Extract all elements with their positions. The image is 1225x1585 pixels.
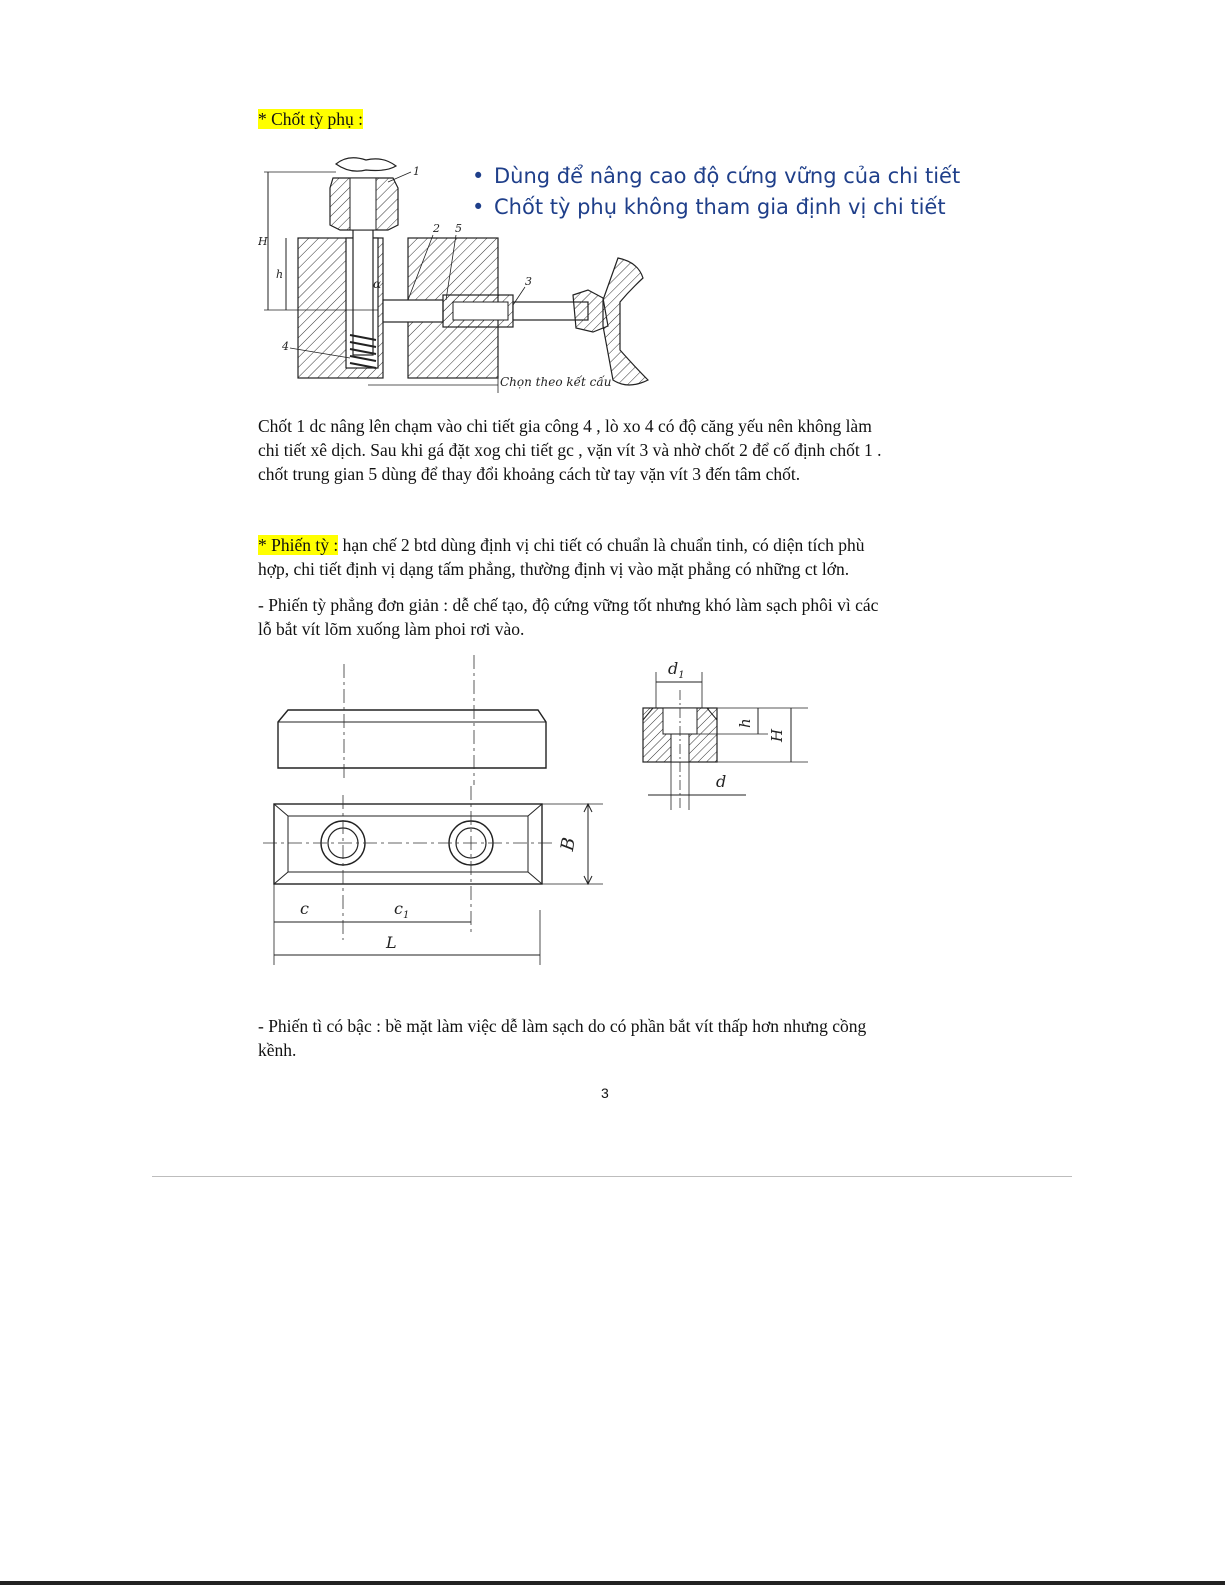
figure-caption: Chọn theo kết cấu <box>500 375 612 389</box>
flat-plate-paragraph <box>258 593 878 641</box>
bullet-dot-icon: • <box>472 164 485 188</box>
paragraph-line: lỗ bắt vít lõm xuống làm phoi rơi vào. <box>258 619 525 639</box>
pin-description-paragraph <box>258 414 882 486</box>
bullet-1-text: Dùng để nâng cao độ cứng vững của chi tiết <box>494 164 961 188</box>
paragraph-line: chi tiết xê dịch. Sau khi gá đặt xog chi tiết gc , vặn vít 3 và nhờ chốt 2 để cố định chốt 1 . <box>258 440 882 460</box>
bullet-dot-icon: • <box>472 195 485 219</box>
label-2: 2 <box>433 222 440 235</box>
label-H: H <box>258 235 268 248</box>
label-L: L <box>386 933 397 952</box>
heading-text: * Chốt tỳ phụ : <box>258 109 364 129</box>
label-d: d <box>716 772 727 791</box>
label-3: 3 <box>525 275 532 288</box>
stepped-plate-paragraph <box>258 1014 866 1062</box>
paragraph-line: Chốt 1 dc nâng lên chạm vào chi tiết gia công 4 , lò xo 4 có độ căng yếu nên không làm <box>258 416 872 436</box>
section-heading-support-plate <box>258 533 865 581</box>
intro-line-2: hợp, chi tiết định vị dạng tấm phẳng, thường định vị vào mặt phẳng có những ct lớn. <box>258 559 850 579</box>
paragraph-line: - Phiến tỳ phẳng đơn giản : dễ chế tạo, độ cứng vững tốt nhưng khó làm sạch phôi vì các <box>258 595 879 615</box>
paragraph-line: - Phiến tì có bậc : bề mặt làm việc dễ làm sạch do có phần bắt vít thấp hơn nhưng cồng <box>258 1016 867 1036</box>
label-1: 1 <box>413 165 420 178</box>
intro-text: hạn chế 2 btd dùng định vị chi tiết có chuẩn là chuẩn tinh, có diện tích phù <box>338 535 865 555</box>
page-separator <box>152 1176 1072 1177</box>
label-c1: $c_1$ <box>394 899 410 921</box>
label-d1: $d_1$ <box>668 659 685 681</box>
heading-text: * Phiến tỳ : <box>258 535 339 555</box>
page-number: 3 <box>601 1085 609 1101</box>
label-plate-h: h <box>736 718 754 728</box>
bullet-2-text: Chốt tỳ phụ không tham gia định vị chi tiết <box>494 195 946 219</box>
label-plate-H: H <box>768 728 786 742</box>
flat-plate-diagram <box>258 650 818 970</box>
paragraph-line: chốt trung gian 5 dùng để thay đổi khoảng cách từ tay vặn vít 3 đến tâm chốt. <box>258 464 801 484</box>
bottom-edge <box>0 1581 1225 1585</box>
label-c: c <box>300 899 309 918</box>
label-alpha: α <box>373 277 382 291</box>
paragraph-line: kềnh. <box>258 1040 297 1060</box>
label-5: 5 <box>455 222 462 235</box>
label-B: B <box>556 835 580 853</box>
auxiliary-pin-diagram <box>258 150 658 395</box>
section-heading-auxiliary-pin <box>258 107 363 131</box>
label-h: h <box>276 268 284 281</box>
label-4: 4 <box>282 340 289 353</box>
